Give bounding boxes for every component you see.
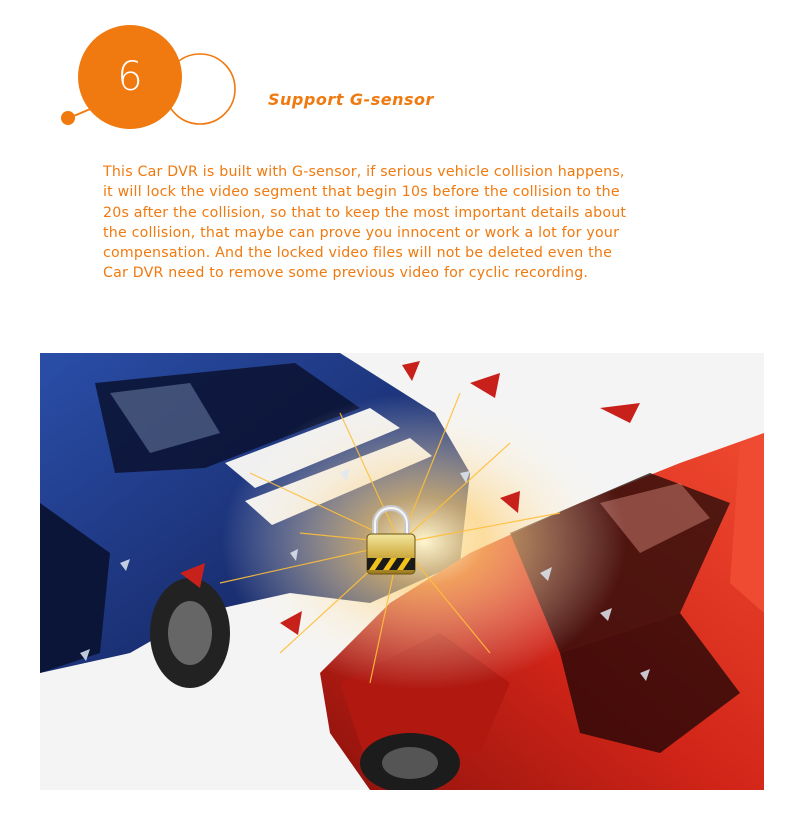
badge-dot [61, 111, 75, 125]
car-collision-image [40, 353, 764, 790]
description-line: 20s after the collision, so that to keep the most important details about [103, 204, 627, 221]
description-line: This Car DVR is built with G-sensor, if serious vehicle collision happens, [103, 164, 625, 180]
description-line: the collision, that maybe can prove you innocent or work a lot for your [103, 224, 620, 241]
feature-description [103, 162, 703, 284]
description-line: it will lock the video segment that begin 10s before the collision to the [103, 184, 620, 201]
description-line: compensation. And the locked video files will not be deleted even the [103, 245, 613, 262]
step-number: 6 [117, 54, 143, 100]
feature-title: Support G-sensor [268, 90, 434, 109]
description-line: Car DVR need to remove some previous video for cyclic recording. [103, 265, 589, 282]
